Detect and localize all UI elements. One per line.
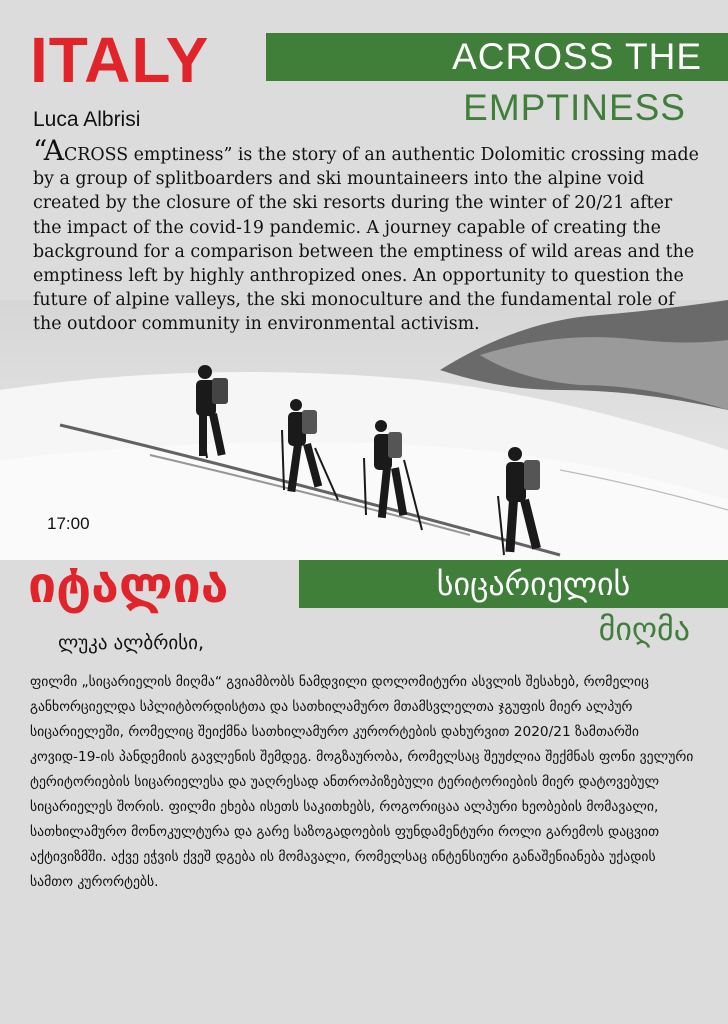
author-name: Luca Albrisi — [33, 108, 141, 131]
skiers-photo — [0, 300, 728, 560]
film-title-georgian-line-1: სიცარიელის — [436, 565, 631, 603]
screening-time: 17:00 — [47, 514, 90, 533]
synopsis-english — [33, 134, 703, 337]
film-title-line-1: ACROSS THE — [452, 36, 702, 77]
author-name-georgian: ლუკა ალბრისი, — [58, 632, 204, 654]
synopsis-text: CROSS emptiness” is the story of an authentic Dolomitic crossing made by a group of splitboarders and ski mountaineers into the alpine void created by the closure of the ski resorts during the winter of 20/21 after the impact of the covid-19 pandemic. A journey capable of creating the background for a comparison between the emptiness of wild areas and the emptiness left by highly anthropized ones. An opportunity to question the future of alpine valleys, the ski monoculture and the fundamental role of the outdoor community in environmental activism. — [33, 145, 699, 335]
synopsis-georgian: ფილმი „სიცარიელის მიღმა“ გვიამბობს ნამდვილი დოლომიტური ასვლის შესახებ, რომელიც განხორციელდა სპლიტბორდისტთა და სათხილამურო მთამსვლელთა ჯგუფის მიერ ალპურ სიცარიელეში, რომელიც შეიქმნა სათხილამურო კურორტების დახურვით 2020/21 ზამთარში კოვიდ-19-ის პანდემიის გავლენის შემდეგ. მოგზაურობა, რომელსაც შეუძლია შექმნას ფონი ველური ტერიტორიების სიცარიელესა და უაღრესად ანთროპიზებული ტერიტორიების მიერ დატოვებულ სიცარიელეს შორის. ფილმი ეხება ისეთს საკითხებს, როგორიცაა ალპური ხეობების მომავალი, სათხილამურო მონოკულტურა და გარე საზოგადოების ფუნდამენტური როლი გარემოს დაცვით აქტივიზმში. აქვე ეჭვის ქვეშ დგება ის მომავალი, რომელსაც ინტენსიური განაშენიანება უქადის სამთო კურორტებს. — [30, 674, 694, 890]
title-italy: ITALY — [30, 24, 210, 96]
film-title-georgian-line-2: მიღმა — [598, 610, 690, 648]
film-title-line-2: EMPTINESS — [463, 87, 686, 128]
dropcap: “A — [33, 134, 64, 167]
title-italy-georgian: იტალია — [28, 556, 229, 614]
